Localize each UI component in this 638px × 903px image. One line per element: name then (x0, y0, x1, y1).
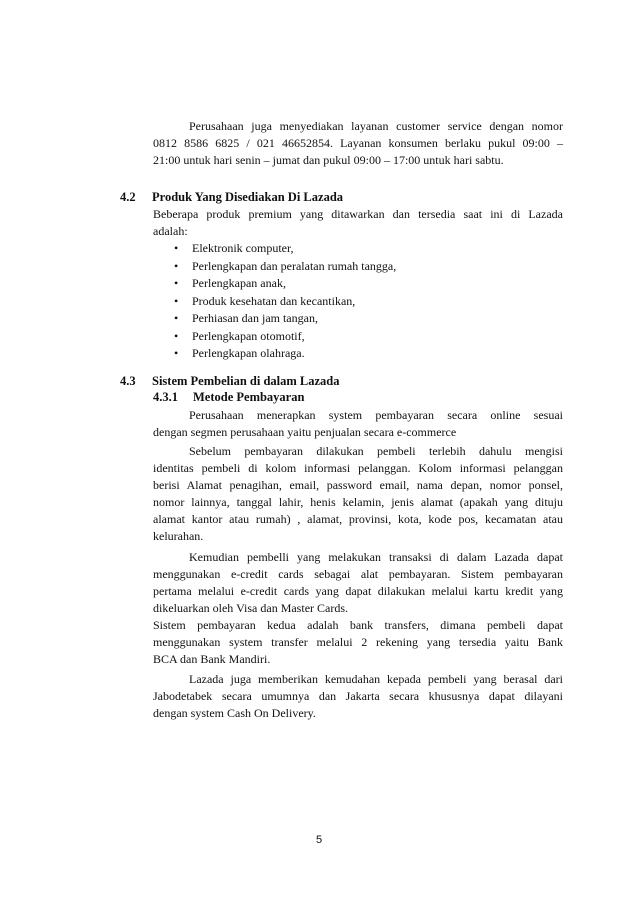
intro-line: 0812 8586 6825 / 021 46652854. Layanan konsumen berlaku pukul 09:00 – (153, 136, 563, 150)
payment-paragraph-3 (153, 549, 563, 668)
paragraph-line: Beberapa produk premium yang ditawarkan dan tersedia saat ini di Lazada (153, 207, 563, 221)
section-4-2-paragraph (153, 206, 563, 240)
paragraph-line: adalah: (153, 224, 188, 238)
list-item: • Perlengkapan otomotif, (170, 328, 550, 346)
paragraph-line: dengan segmen perusahaan yaitu penjualan secara e-commerce (153, 425, 457, 439)
paragraph-line: dikeluarkan oleh Visa dan Master Cards. (153, 601, 349, 615)
paragraph-line: Sistem pembayaran kedua adalah bank transfers, dimana pembeli dapat (153, 618, 563, 632)
list-item: • Perlengkapan dan peralatan rumah tangga, (170, 258, 550, 276)
paragraph-line: kelurahan. (153, 529, 204, 543)
payment-paragraph-1 (153, 407, 563, 441)
paragraph-line: Kemudian pembelli yang melakukan transaksi di dalam Lazada dapat (189, 550, 563, 564)
payment-paragraph-4 (153, 671, 563, 722)
paragraph-line: menggunakan system transfer melalui 2 rekening yang tersedia yaitu Bank (153, 635, 563, 649)
subsection-heading-4-3-1 (153, 390, 304, 405)
paragraph-line: alamat kantor atau rumah) , alamat, provinsi, kota, kode pos, kecamatan atau (153, 512, 563, 526)
list-item: • Produk kesehatan dan kecantikan, (170, 293, 550, 311)
section-number: 4.2 (120, 190, 136, 204)
list-item: • Elektronik computer, (170, 240, 550, 258)
paragraph-line: pertama melalui e-credit cards yang dapat dilakukan melalui kartu kredit yang (153, 584, 563, 598)
paragraph-line: BCA dan Bank Mandiri. (153, 652, 271, 666)
section-heading-4-2 (120, 190, 343, 205)
page-number: 5 (315, 834, 323, 846)
paragraph-line: Perusahaan menerapkan system pembayaran secara online sesuai (189, 408, 563, 422)
list-item: • Perlengkapan olahraga. (170, 345, 550, 363)
paragraph-line: Jabodetabek secara umumnya dan Jakarta secara khususnya dapat dilayani (153, 689, 563, 703)
intro-line: Perusahaan juga menyediakan layanan customer service dengan nomor (189, 119, 563, 133)
intro-line: 21:00 untuk hari senin – jumat dan pukul 09:00 – 17:00 untuk hari sabtu. (153, 153, 504, 167)
list-item: • Perlengkapan anak, (170, 275, 550, 293)
section-title: Produk Yang Disediakan Di Lazada (152, 190, 344, 204)
paragraph-line: identitas pembeli di kolom informasi pelanggan. Kolom informasi pelanggan (153, 461, 563, 475)
paragraph-line: dengan system Cash On Delivery. (153, 706, 316, 720)
list-item: • Perhiasan dan jam tangan, (170, 310, 550, 328)
section-number: 4.3 (120, 374, 136, 388)
payment-paragraph-2 (153, 443, 563, 545)
section-title: Sistem Pembelian di dalam Lazada (152, 374, 340, 388)
paragraph-line: nomor lainnya, tanggal lahir, henis kelamin, jenis alamat (apakah yang dituju (153, 495, 563, 509)
paragraph-line: Lazada juga memberikan kemudahan kepada pembeli yang berasal dari (189, 672, 563, 686)
section-heading-4-3 (120, 374, 340, 389)
product-list (170, 240, 550, 363)
subsection-number: 4.3.1 (153, 390, 178, 404)
paragraph-line: berisi Alamat penagihan, email, password email, nama depan, nomor ponsel, (153, 478, 563, 492)
subsection-title: Metode Pembayaran (193, 390, 305, 404)
paragraph-line: Sebelum pembayaran dilakukan pembeli terlebih dahulu mengisi (189, 444, 563, 458)
intro-paragraph (153, 118, 563, 169)
paragraph-line: menggunakan e-credit cards sebagai alat pembayaran. Sistem pembayaran (153, 567, 563, 581)
